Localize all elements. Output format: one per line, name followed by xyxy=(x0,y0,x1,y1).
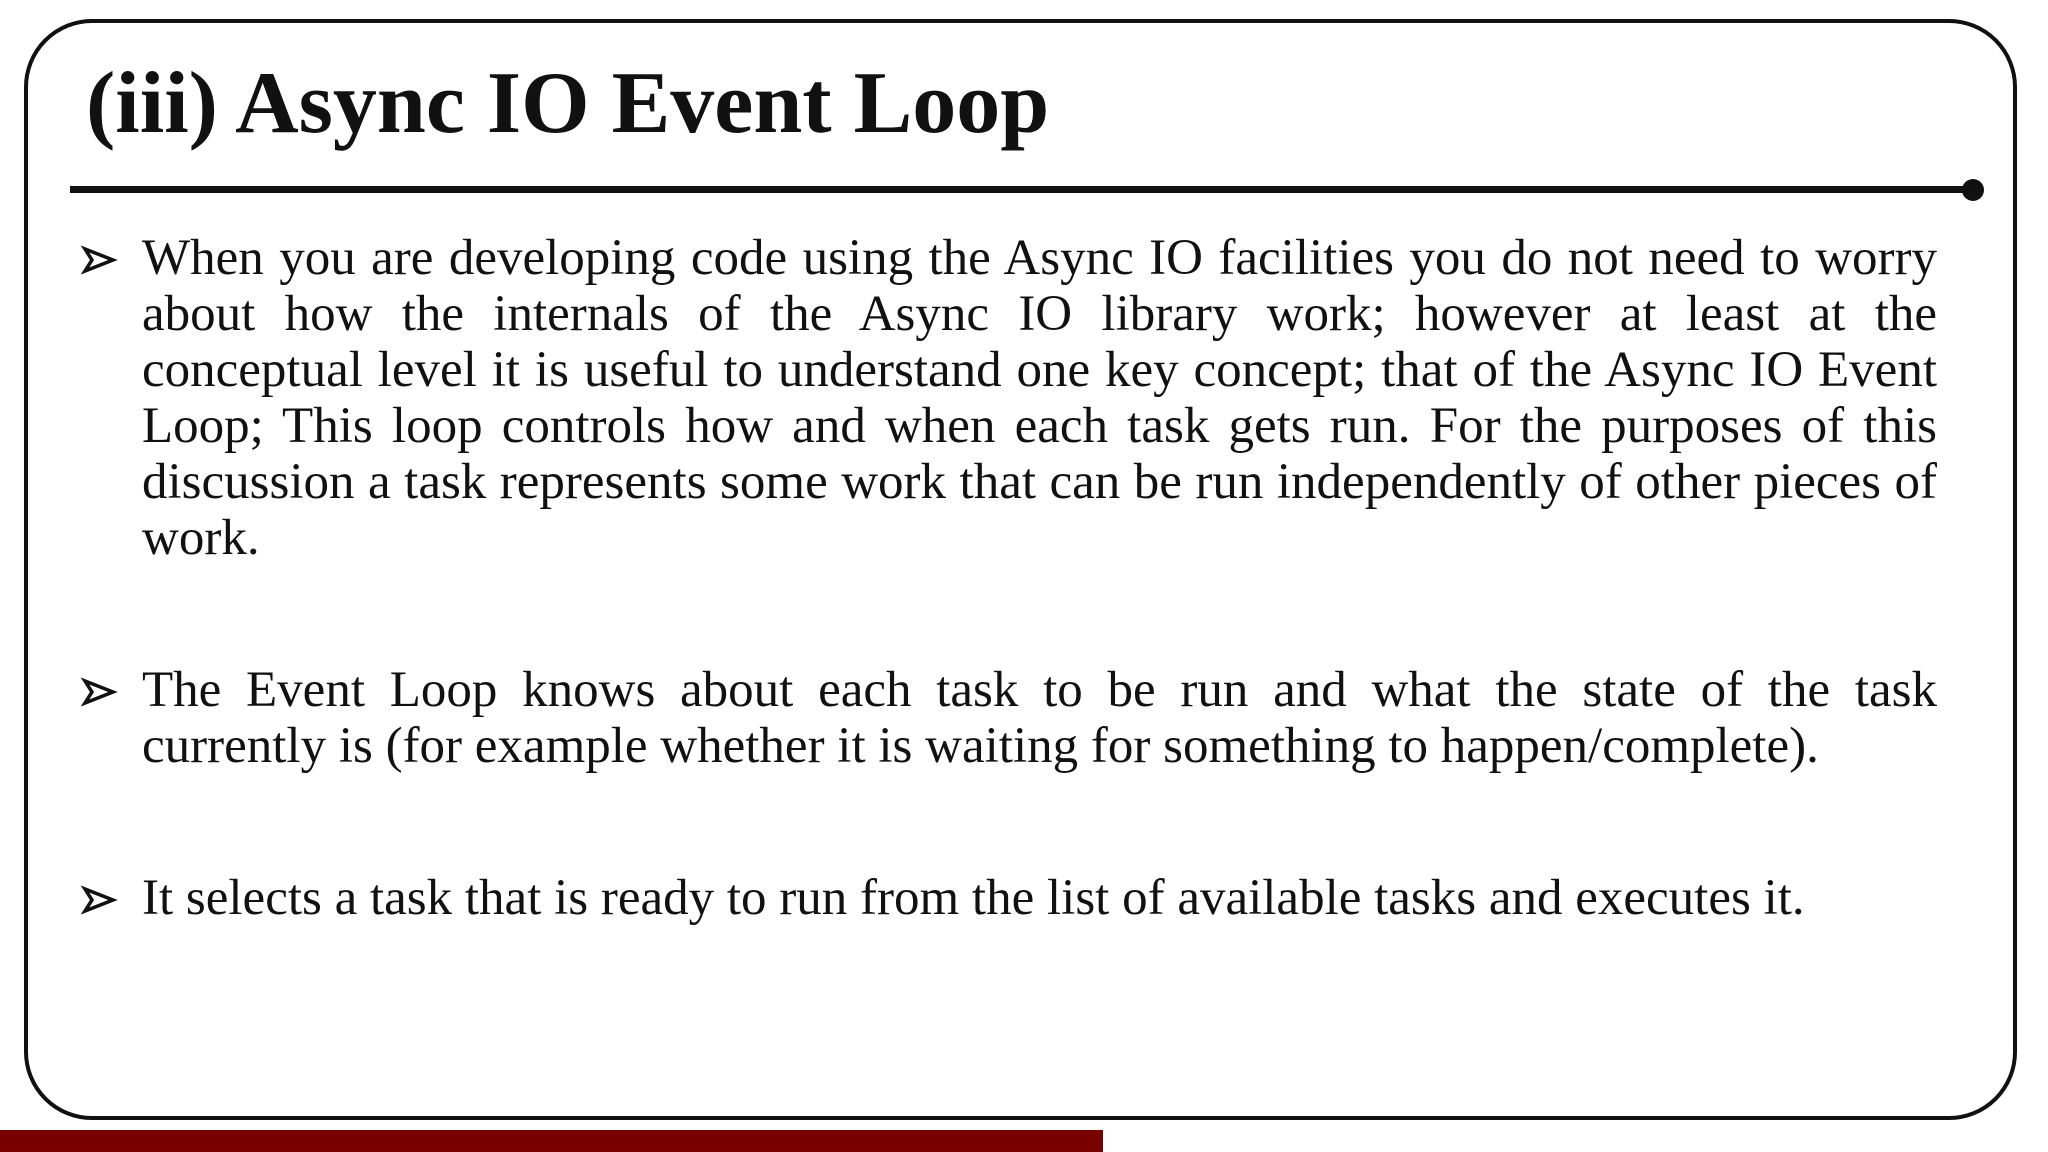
bullet-item xyxy=(80,230,1937,566)
bullet-list xyxy=(80,230,1937,926)
arrowhead-bullet-icon xyxy=(80,870,120,926)
footer-accent-bar xyxy=(0,1130,1103,1152)
arrowhead-bullet-icon xyxy=(80,230,120,286)
bullet-item xyxy=(80,870,1937,926)
bullet-item xyxy=(80,662,1937,774)
bullet-text: It selects a task that is ready to run from the list of available tasks and executes it. xyxy=(142,870,1805,926)
slide-title: (iii) Async IO Event Loop xyxy=(86,55,1050,152)
bullet-text: The Event Loop knows about each task to be run and what the state of the task currently is (for example whether it is waiting for something to happen/complete). xyxy=(142,662,1937,774)
arrowhead-bullet-icon xyxy=(80,662,120,718)
divider-end-dot xyxy=(1962,179,1984,201)
bullet-text: When you are developing code using the Async IO facilities you do not need to worry about how the internals of the Async IO library work; however at least at the conceptual level it is useful to understand one key concept; that of the Async IO Event Loop; This loop controls how and when each task gets run. For the purposes of this discussion a task represents some work that can be run independently of other pieces of work. xyxy=(142,230,1937,566)
title-divider xyxy=(70,186,1970,193)
